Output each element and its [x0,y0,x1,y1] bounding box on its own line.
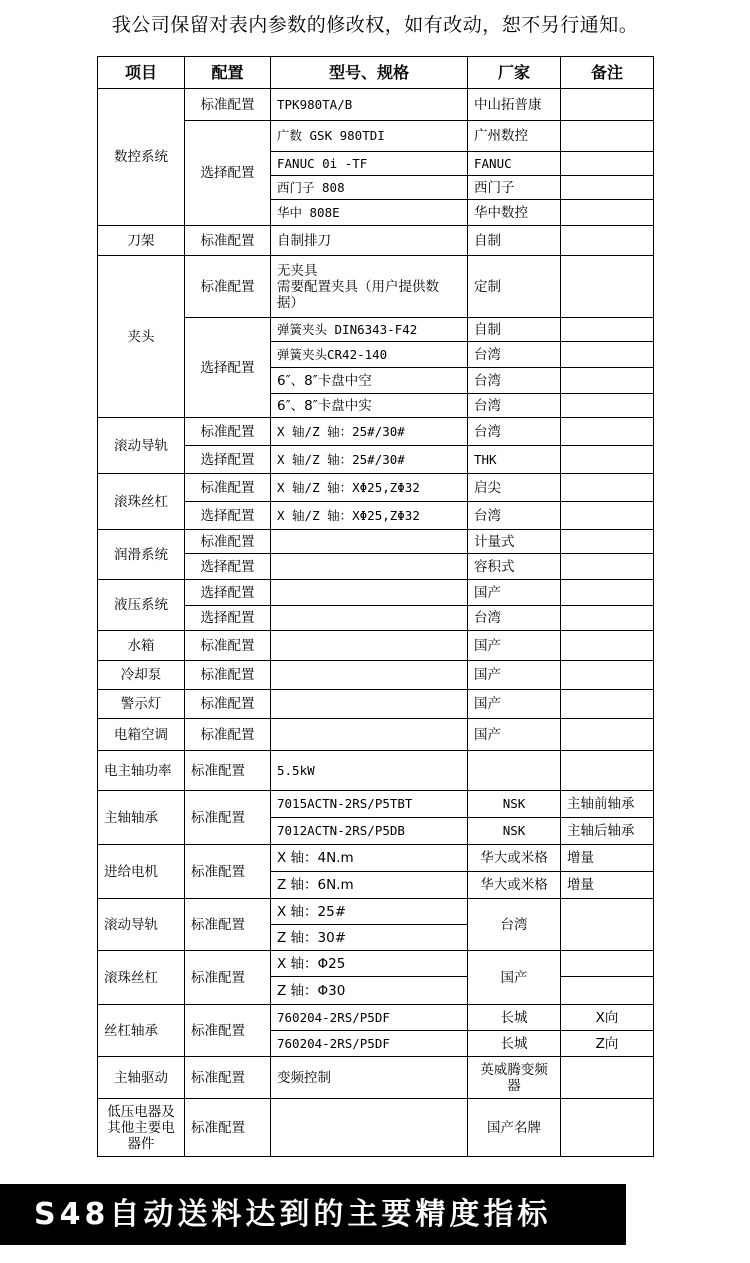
maker-cell: 国产 [468,719,561,751]
model-cell: 7015ACTN-2RS/P5TBT [271,791,468,818]
table-row [98,580,654,606]
model-cell: X 轴/Z 轴：25#/30# [271,418,468,446]
config-cell: 标准配置 [185,256,271,318]
table-row [98,474,654,502]
note-cell [561,690,654,719]
maker-cell: 华大或米格 [468,845,561,872]
spec-table [97,56,654,1157]
note-cell [561,554,654,580]
maker-cell: 自制 [468,318,561,342]
config-cell: 标准配置 [185,690,271,719]
config-cell: 标准配置 [185,951,271,1005]
model-cell: 6″、8″卡盘中空 [271,368,468,394]
maker-cell: 国产 [468,661,561,690]
note-cell: X向 [561,1005,654,1031]
maker-cell: 容积式 [468,554,561,580]
item-cell: 水箱 [98,631,185,661]
table-row [98,226,654,256]
maker-cell: 华中数控 [468,200,561,226]
note-cell [561,342,654,368]
note-cell: 主轴后轴承 [561,818,654,845]
maker-cell: THK [468,446,561,474]
model-cell [271,631,468,661]
maker-cell [468,751,561,791]
note-cell [561,1057,654,1099]
table-header-row [98,57,654,89]
note-cell [561,121,654,152]
header-maker: 厂家 [468,57,561,89]
model-cell: 广数 GSK 980TDI [271,121,468,152]
model-cell: 5.5kW [271,751,468,791]
note-cell [561,176,654,200]
note-cell [561,606,654,631]
note-cell [561,318,654,342]
item-cell: 液压系统 [98,580,185,631]
item-cell: 滚动导轨 [98,418,185,474]
model-cell [271,690,468,719]
maker-cell: 自制 [468,226,561,256]
header-model: 型号、规格 [271,57,468,89]
note-cell [561,751,654,791]
note-cell: 增量 [561,845,654,872]
header-note: 备注 [561,57,654,89]
note-cell [561,368,654,394]
model-cell: X 轴/Z 轴：XΦ25,ZΦ32 [271,474,468,502]
config-cell: 选择配置 [185,554,271,580]
model-cell: X 轴/Z 轴：25#/30# [271,446,468,474]
table-row [98,1099,654,1157]
item-cell: 电箱空调 [98,719,185,751]
model-cell: 西门子 808 [271,176,468,200]
note-cell: 增量 [561,872,654,899]
note-cell [561,661,654,690]
model-cell [271,256,468,318]
model-cell [271,719,468,751]
model-line: 需要配置夹具（用户提供数 [277,278,439,295]
config-cell: 标准配置 [185,89,271,121]
model-cell: 760204-2RS/P5DF [271,1031,468,1057]
config-cell: 标准配置 [185,845,271,899]
note-cell [561,89,654,121]
config-cell: 选择配置 [185,606,271,631]
table-row [98,1057,654,1099]
note-cell [561,719,654,751]
maker-cell: 国产 [468,690,561,719]
item-cell: 刀架 [98,226,185,256]
table-row [98,719,654,751]
header-config: 配置 [185,57,271,89]
table-row [98,791,654,818]
config-cell: 标准配置 [185,899,271,951]
maker-cell: 启尖 [468,474,561,502]
maker-cell: 国产名牌 [468,1099,561,1157]
notice-text: 我公司保留对表内参数的修改权，如有改动，恕不另行通知。 [111,14,639,36]
table-row [98,631,654,661]
item-cell: 夹头 [98,256,185,418]
model-cell: 7012ACTN-2RS/P5DB [271,818,468,845]
table-row [98,418,654,446]
maker-cell: 国产 [468,631,561,661]
maker-cell: 台湾 [468,342,561,368]
item-cell: 数控系统 [98,89,185,226]
note-cell [561,152,654,176]
item-cell: 进给电机 [98,845,185,899]
note-cell [561,951,654,977]
note-cell [561,1099,654,1157]
note-cell [561,977,654,1005]
model-cell [271,580,468,606]
table-row [98,1005,654,1031]
maker-cell: 中山拓普康 [468,89,561,121]
model-line: 无夹具 [277,262,318,279]
model-cell: X 轴：Φ25 [271,951,468,977]
model-cell: X 轴/Z 轴：XΦ25,ZΦ32 [271,502,468,530]
maker-cell: 台湾 [468,606,561,631]
table-row [98,256,654,318]
maker-cell: 长城 [468,1005,561,1031]
note-cell [561,394,654,418]
section-banner: S48自动送料达到的主要精度指标 [0,1184,626,1245]
item-cell: 滚珠丝杠 [98,474,185,530]
maker-cell: 台湾 [468,418,561,446]
model-cell: 弹簧夹头 DIN6343-F42 [271,318,468,342]
table-row [98,845,654,872]
config-cell: 标准配置 [185,418,271,446]
note-cell [561,446,654,474]
note-cell [561,631,654,661]
config-cell: 标准配置 [185,719,271,751]
model-cell: TPK980TA/B [271,89,468,121]
model-cell: 自制排刀 [271,226,468,256]
item-cell: 电主轴功率 [98,751,185,791]
model-cell [271,661,468,690]
config-cell: 选择配置 [185,502,271,530]
item-cell: 滚珠丝杠 [98,951,185,1005]
model-cell: Z 轴：30# [271,925,468,951]
config-cell: 标准配置 [185,1005,271,1057]
config-cell: 标准配置 [185,661,271,690]
maker-cell: 国产 [468,951,561,1005]
maker-cell: 西门子 [468,176,561,200]
item-cell: 主轴驱动 [98,1057,185,1099]
note-cell [561,474,654,502]
model-cell: Z 轴：6N.m [271,872,468,899]
note-cell [561,580,654,606]
model-cell: X 轴：25# [271,899,468,925]
config-cell: 标准配置 [185,474,271,502]
item-cell: 润滑系统 [98,530,185,580]
config-cell: 选择配置 [185,121,271,226]
model-cell: 6″、8″卡盘中实 [271,394,468,418]
note-cell [561,226,654,256]
model-cell [271,606,468,631]
item-cell: 低压电器及其他主要电器件 [98,1099,185,1157]
item-cell: 警示灯 [98,690,185,719]
config-cell: 标准配置 [185,1099,271,1157]
maker-cell: 长城 [468,1031,561,1057]
model-line: 据） [277,294,304,311]
model-cell: 弹簧夹头CR42-140 [271,342,468,368]
config-cell: 标准配置 [185,631,271,661]
maker-cell: FANUC [468,152,561,176]
model-cell: 760204-2RS/P5DF [271,1005,468,1031]
table-row [98,751,654,791]
note-cell [561,502,654,530]
config-cell: 选择配置 [185,318,271,418]
config-cell: 标准配置 [185,751,271,791]
note-cell [561,530,654,554]
item-cell: 主轴轴承 [98,791,185,845]
maker-cell: 台湾 [468,502,561,530]
maker-cell: 英威腾变频器 [468,1057,561,1099]
model-cell [271,530,468,554]
config-cell: 选择配置 [185,446,271,474]
config-cell: 选择配置 [185,580,271,606]
table-row [98,951,654,977]
maker-cell: 台湾 [468,368,561,394]
table-row [98,690,654,719]
model-cell [271,554,468,580]
maker-cell: 计量式 [468,530,561,554]
model-cell [271,1099,468,1157]
note-cell: Z向 [561,1031,654,1057]
model-cell: X 轴：4N.m [271,845,468,872]
maker-cell: 广州数控 [468,121,561,152]
maker-cell: 华大或米格 [468,872,561,899]
table-row [98,530,654,554]
item-cell: 冷却泵 [98,661,185,690]
maker-cell: 定制 [468,256,561,318]
config-cell: 标准配置 [185,791,271,845]
note-cell [561,200,654,226]
note-cell [561,899,654,951]
model-cell: Z 轴：Φ30 [271,977,468,1005]
item-cell: 滚动导轨 [98,899,185,951]
note-cell [561,256,654,318]
note-cell: 主轴前轴承 [561,791,654,818]
model-cell: 变频控制 [271,1057,468,1099]
model-cell: FANUC 0i -TF [271,152,468,176]
maker-cell: 国产 [468,580,561,606]
note-cell [561,418,654,446]
table-row [98,661,654,690]
maker-cell: NSK [468,818,561,845]
header-item: 项目 [98,57,185,89]
config-cell: 标准配置 [185,226,271,256]
item-cell: 丝杠轴承 [98,1005,185,1057]
maker-cell: NSK [468,791,561,818]
maker-cell: 台湾 [468,899,561,951]
table-row [98,899,654,925]
model-cell: 华中 808E [271,200,468,226]
config-cell: 标准配置 [185,1057,271,1099]
maker-cell: 台湾 [468,394,561,418]
config-cell: 标准配置 [185,530,271,554]
table-row [98,89,654,121]
